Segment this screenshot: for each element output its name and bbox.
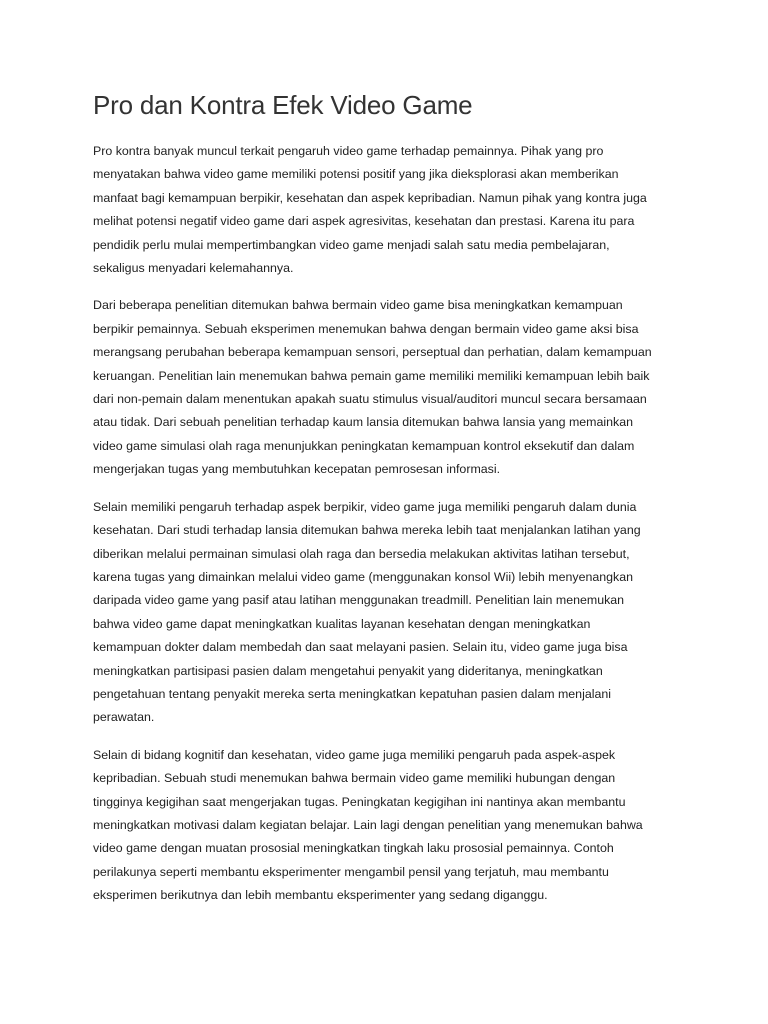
paragraph-4: Selain di bidang kognitif dan kesehatan, video game juga memiliki pengaruh pada aspek-aspek kepribadian. Sebuah studi menemukan bahwa bermain video game memiliki hubungan dengan tingginya kegigihan saat mengerjakan tugas. Peningkatan kegigihan ini nantinya akan membantu meningkatkan motivasi dalam kegiatan belajar. Lain lagi dengan penelitian yang menemukan bahwa video game dengan muatan prososial meningkatkan tingkah laku prososial pemainnya. Contoh perilakunya seperti membantu eksperimenter mengambil pensil yang terjatuh, mau membantu eksperimen berikutnya dan lebih membantu eksperimenter yang sedang diganggu. xyxy=(93,747,643,903)
paragraph-1: Pro kontra banyak muncul terkait pengaruh video game terhadap pemainnya. Pihak yang pro menyatakan bahwa video game memiliki potensi positif yang jika dieksplorasi akan memberikan manfaat bagi kemampuan berpikir, kesehatan dan aspek kepribadian. Namun pihak yang kontra juga melihat potensi negatif video game dari aspek agresivitas, kesehatan dan prestasi. Karena itu para pendidik perlu mulai mempertimbangkan video game menjadi salah satu media pembelajaran, sekaligus menyadari kelemahannya. xyxy=(93,144,647,276)
paragraph-2: Dari beberapa penelitian ditemukan bahwa bermain video game bisa meningkatkan kemampuan berpikir pemainnya. Sebuah eksperimen menemukan bahwa dengan bermain video game aksi bisa merangsang perubahan beberapa kemampuan sensori, perseptual dan perhatian, dalam kemampuan keruangan. Penelitian lain menemukan bahwa pemain game memiliki memiliki kemampuan lebih baik dari non-pemain dalam menentukan apakah suatu stimulus visual/auditori muncul secara bersamaan atau tidak. Dari sebuah penelitian terhadap kaum lansia ditemukan bahwa lansia yang memainkan video game simulasi olah raga menunjukkan peningkatan kemampuan kontrol eksekutif dan dalam mengerjakan tugas yang membutuhkan kecepatan pemrosesan informasi. xyxy=(93,298,652,477)
paragraph-3: Selain memiliki pengaruh terhadap aspek berpikir, video game juga memiliki pengaruh dalam dunia kesehatan. Dari studi terhadap lansia ditemukan bahwa mereka lebih taat menjalankan latihan yang diberikan melalui permainan simulasi olah raga dan bersedia melakukan aktivitas latihan tersebut, karena tugas yang dimainkan melalui video game (menggunakan konsol Wii) lebih menyenangkan daripada video game yang pasif atau latihan menggunakan treadmill. Penelitian lain menemukan bahwa video game dapat meningkatkan kualitas layanan kesehatan dengan meningkatkan kemampuan dokter dalam membedah dan saat melayani pasien. Selain itu, video game juga bisa meningkatkan partisipasi pasien dalam mengetahui penyakit yang dideritanya, meningkatkan pengetahuan tentang penyakit mereka serta meningkatkan kepatuhan pasien dalam menjalani perawatan. xyxy=(93,499,641,725)
document-title: Pro dan Kontra Efek Video Game xyxy=(93,90,473,120)
document-page xyxy=(93,88,678,922)
